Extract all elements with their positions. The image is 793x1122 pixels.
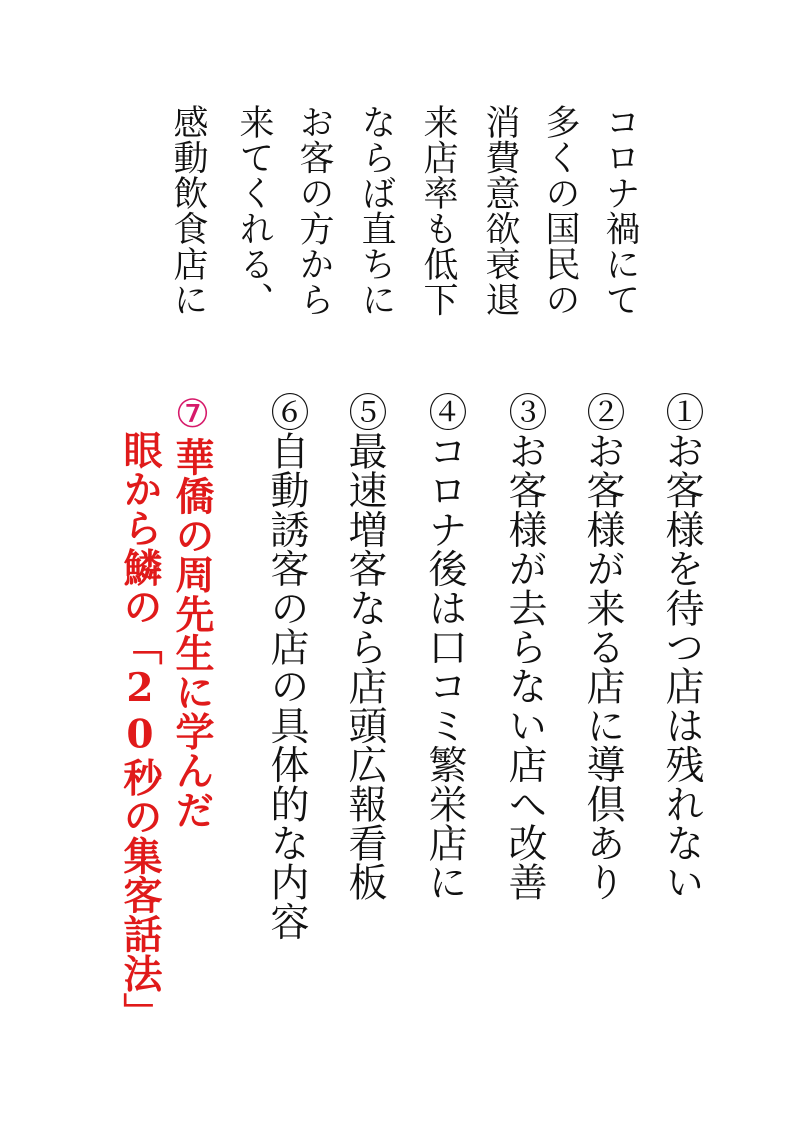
list-item	[264, 392, 309, 941]
list-item-text: お客様を待つ店は残れない	[659, 431, 704, 902]
list-item-text: 眼から鱗の「20秒の集客話法」	[117, 430, 163, 1032]
list-item-number: ③	[502, 392, 547, 432]
list-item-number: ①	[659, 392, 704, 432]
list-item-number: ②	[580, 392, 625, 432]
intro-line: 消費意欲衰退	[480, 104, 520, 317]
list-item	[342, 392, 387, 902]
list-item-text: 華僑の周先生に学んだ	[169, 437, 215, 830]
list-item-text: 自動誘客の店の具体的な内容	[264, 431, 309, 941]
list-item-text: 最速増客なら店頭広報看板	[342, 431, 387, 902]
intro-line: ならば直ちに	[356, 104, 396, 317]
list-item	[502, 392, 547, 902]
list-item-text: コロナ後は口コミ繁栄店に	[422, 431, 467, 902]
list-item-highlight-continued	[117, 430, 163, 1032]
intro-line: コロナ禍にて	[600, 104, 640, 317]
intro-line: お客の方から	[294, 104, 334, 317]
list-item-text: お客様が去らない店へ改善	[502, 431, 547, 902]
intro-line: 多くの国民の	[540, 104, 580, 317]
list-item-highlight	[169, 392, 215, 830]
intro-line: 来店率も低下	[418, 104, 458, 317]
intro-line: 来てくれる、	[234, 104, 274, 317]
list-item-number: ④	[422, 392, 467, 432]
list-item-text: お客様が来る店に導倶あり	[580, 431, 625, 902]
list-item	[422, 392, 467, 902]
list-item-number: ⑤	[342, 392, 387, 432]
intro-line: 感動飲食店に	[168, 104, 208, 317]
numbered-list	[0, 392, 793, 1032]
list-item	[659, 392, 704, 902]
list-item-number: ⑦	[170, 392, 215, 438]
list-item-number: ⑥	[264, 392, 309, 432]
list-item	[580, 392, 625, 902]
intro-paragraph	[0, 104, 793, 317]
